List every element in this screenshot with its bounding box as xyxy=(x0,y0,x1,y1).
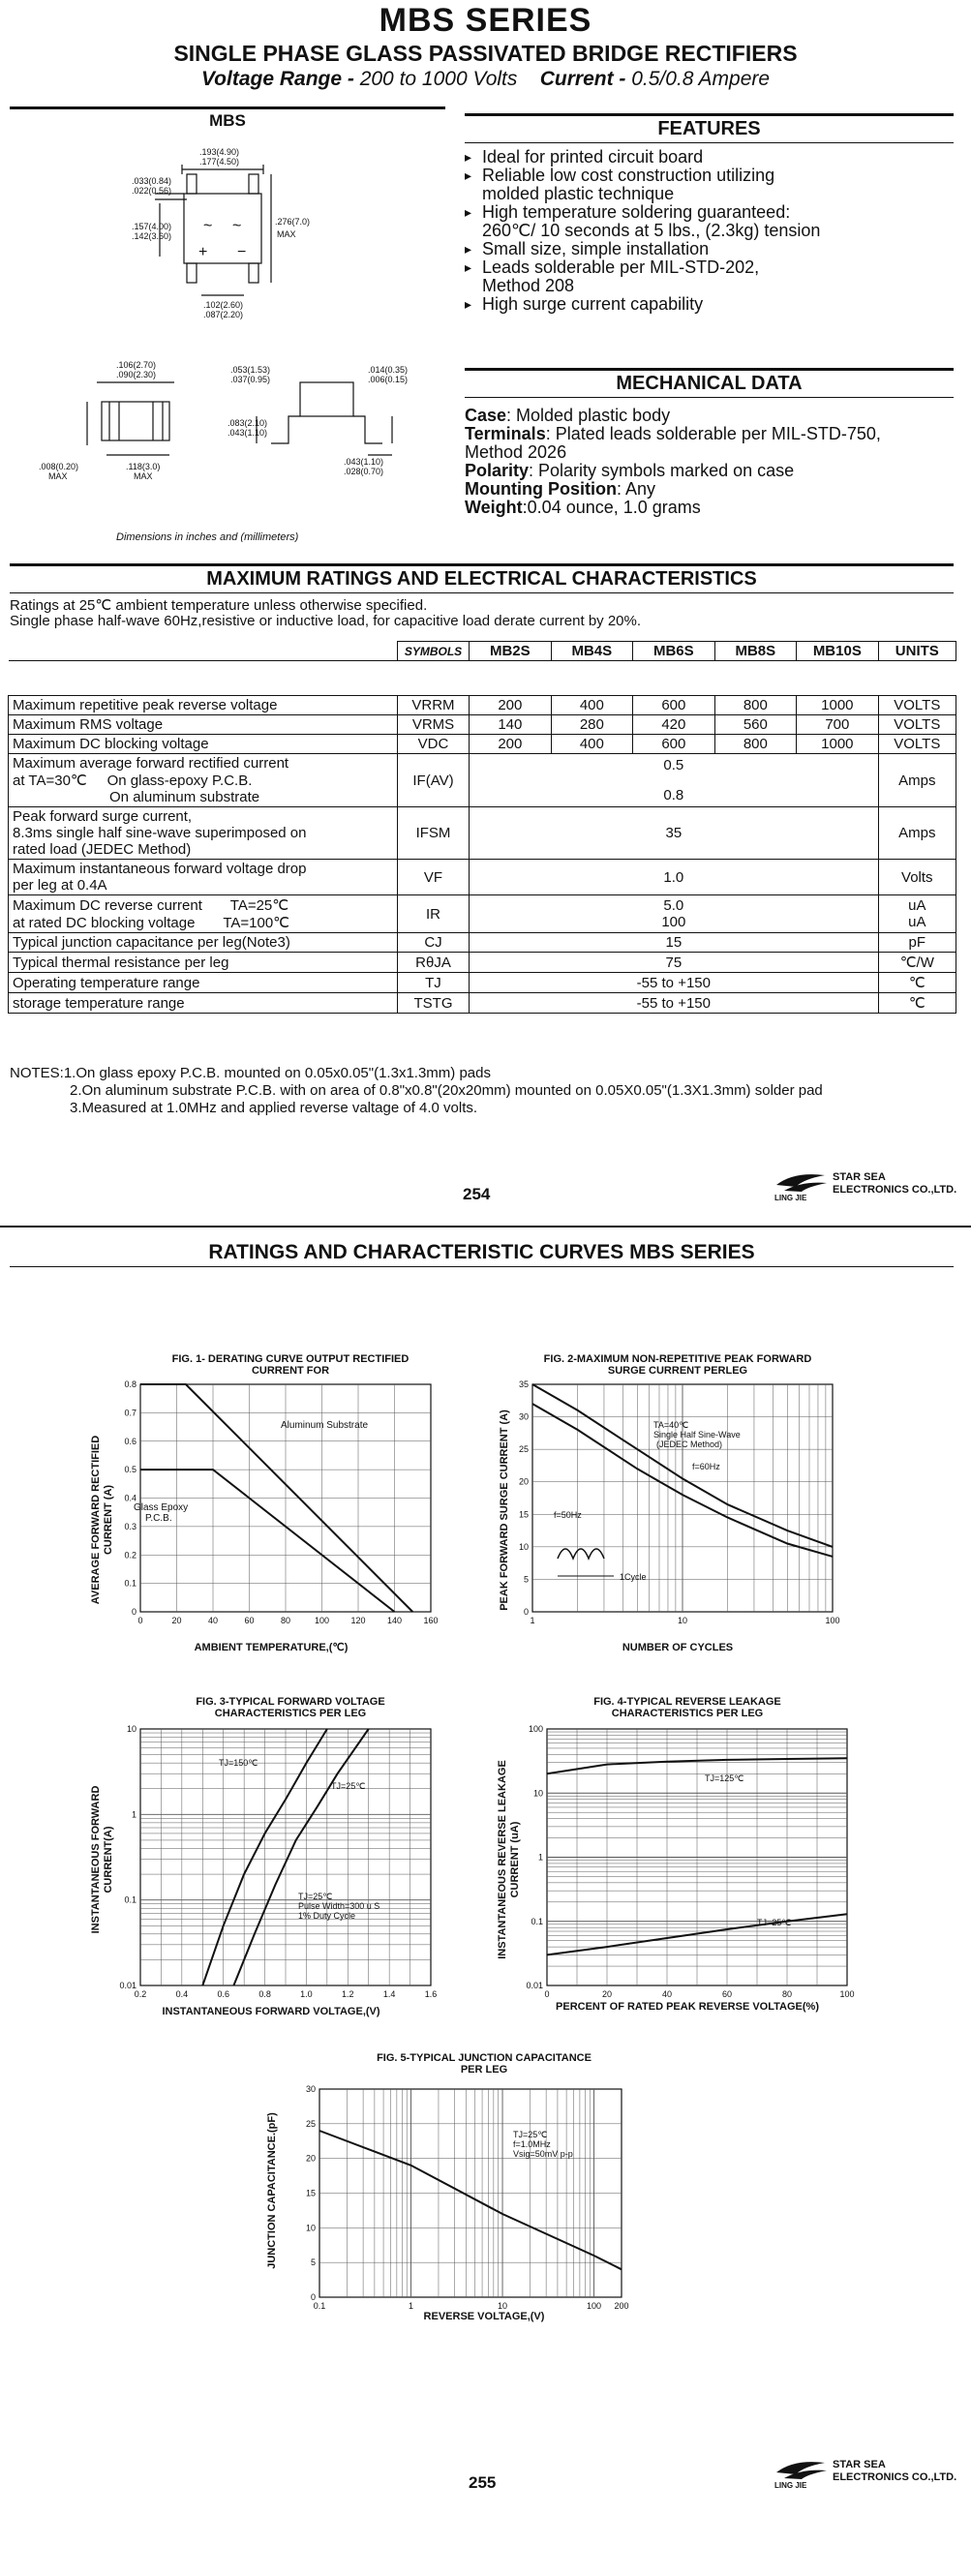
logo-mark-icon xyxy=(774,1171,829,1193)
fig1-label-al: Aluminum Substrate xyxy=(281,1420,369,1431)
fig2-ytick-label: 10 xyxy=(518,1541,529,1552)
fig3-label-t150: TJ=150℃ xyxy=(219,1758,258,1768)
logo-line-1: STAR SEA xyxy=(833,1171,886,1183)
product-subtitle: SINGLE PHASE GLASS PASSIVATED BRIDGE RECTIFIERS xyxy=(173,41,798,66)
fig5-xtick-label: 1 xyxy=(409,2301,414,2311)
fig5-ticks xyxy=(306,2084,629,2311)
fig5-ytick-label: 20 xyxy=(305,2153,316,2164)
ratings-note-2: Single phase half-wave 60Hz,resistive or inductive load, for capacitive load derate current by 20%. xyxy=(10,613,642,629)
fig2-grid xyxy=(532,1384,833,1612)
package-drawing xyxy=(10,136,445,542)
fig1-xtick-label: 40 xyxy=(207,1616,219,1625)
header-mb2s: MB2S xyxy=(470,642,552,661)
case-value: : Molded plastic body xyxy=(506,406,671,425)
case-label: Case xyxy=(465,406,507,425)
fig4-ticks xyxy=(526,1724,854,1999)
feature-item-cont: Method 208 xyxy=(482,276,575,295)
fig5-xtick-label: 0.1 xyxy=(313,2301,326,2311)
fig2-ytick-label: 20 xyxy=(518,1476,529,1487)
note-1: NOTES:1.On glass epoxy P.C.B. mounted on 0.05x0.05"(1.3x1.3mm) pads xyxy=(10,1065,491,1081)
fig2-ytick-label: 25 xyxy=(518,1444,529,1455)
dim-d7: .008(0.20) xyxy=(39,462,79,471)
polarity-value: : Polarity symbols marked on case xyxy=(529,461,795,480)
fig3-note-1: TJ=25℃ xyxy=(298,1892,333,1901)
fig3-ytick-label: 10 xyxy=(126,1724,137,1734)
fig2-ytick-label: 5 xyxy=(523,1574,529,1585)
terminals-value-2: Method 2026 xyxy=(465,442,567,462)
dim-d10: .014(0.35) xyxy=(368,365,409,375)
fig1-ylabel-2: CURRENT (A) xyxy=(103,1484,114,1556)
logo-brand: LING JIE xyxy=(774,1194,807,1202)
dim-d6b: .090(2.30) xyxy=(116,370,157,379)
page-number-255: 255 xyxy=(469,2473,497,2492)
voltage-label: Voltage Range - xyxy=(200,68,360,90)
fig3-ylabel-1: INSTANTANEOUS FORWARD xyxy=(90,1785,102,1934)
dim-d5: .102(2.60) xyxy=(203,300,244,310)
fig4-ytick-label: 100 xyxy=(528,1724,543,1734)
fig4-xtick-label: 100 xyxy=(839,1989,855,1999)
voltage-current-range xyxy=(0,68,971,91)
fig1-xtick-label: 20 xyxy=(171,1616,182,1625)
fig1-label-ge2: P.C.B. xyxy=(145,1513,172,1524)
fig1-ytick-label: 0 xyxy=(131,1607,137,1617)
dim-d2: .033(0.84) xyxy=(132,176,172,186)
fig1-series-line-1 xyxy=(140,1470,395,1612)
fig5-ytick-label: 15 xyxy=(305,2188,316,2198)
fig2-ytick-label: 15 xyxy=(518,1509,529,1520)
fig2-label-cycle: 1Cycle xyxy=(620,1572,647,1582)
dim-d12b: .028(0.70) xyxy=(344,467,384,476)
table-row: Maximum DC reverse current TA=25℃ at rated DC blocking voltage TA=100℃ IR 5.0 100 uA uA xyxy=(9,895,956,933)
fig1-ytick-label: 0.6 xyxy=(124,1436,137,1446)
mounting-value: : Any xyxy=(616,479,655,499)
features-list xyxy=(465,148,954,314)
fig4-title: FIG. 4-TYPICAL REVERSE LEAKAGE CHARACTERISTICS PER LEG xyxy=(593,1696,781,1719)
features-title: FEATURES xyxy=(465,113,954,143)
package-body-side xyxy=(102,402,169,440)
fig2-ticks xyxy=(519,1379,840,1625)
table-header-row xyxy=(9,642,956,661)
fig2-ytick-label: 35 xyxy=(518,1379,529,1389)
dim-d1: .193(4.90) xyxy=(199,147,240,157)
header-units: UNITS xyxy=(878,642,956,661)
fig1-xtick-label: 120 xyxy=(350,1616,366,1625)
table-row: Operating temperature range TJ -55 to +150 ℃ xyxy=(9,973,956,993)
dim-d11: .083(2.10) xyxy=(228,418,268,428)
fig4-xtick-label: 20 xyxy=(601,1989,613,1999)
fig2-ylabel: PEAK FORWARD SURGE CURRENT (A) xyxy=(499,1409,510,1611)
sym-ac-2: ~ xyxy=(232,218,242,234)
fig2-ytick-label: 30 xyxy=(518,1411,529,1422)
dim-d4: .276(7.0) xyxy=(275,217,311,227)
dim-d3: .157(4.00) xyxy=(132,222,172,231)
fig4-ylabel-1: INSTANTANEOUS REVERSE LEAKAGE xyxy=(497,1760,508,1959)
fig4-ylabel-2: CURRENT (uA) xyxy=(509,1821,521,1898)
fig5-ylabel: JUNCTION CAPACITANCE.(pF) xyxy=(266,2112,278,2269)
fig1-label-ge1: Glass Epoxy xyxy=(134,1502,189,1513)
ratings-notes xyxy=(10,1065,958,1117)
feature-item: ▸ High temperature soldering guaranteed: xyxy=(465,203,954,222)
weight-value: :0.04 ounce, 1.0 grams xyxy=(522,498,701,517)
dim-d5b: .087(2.20) xyxy=(203,310,244,319)
fig2-xtick-label: 10 xyxy=(677,1616,688,1625)
fig5-series-line-0 xyxy=(319,2131,622,2269)
fig4-chart xyxy=(494,1719,862,2024)
fig2-chart xyxy=(494,1375,862,1655)
fig1-ytick-label: 0.5 xyxy=(124,1465,137,1475)
sym-ac-1: ~ xyxy=(203,218,213,234)
sym-plus: + xyxy=(198,244,208,260)
note-3: 3.Measured at 1.0MHz and applied reverse valtage of 4.0 volts. xyxy=(70,1100,478,1116)
feature-item: ▸ Small size, simple installation xyxy=(465,240,954,258)
fig3-xlabel: INSTANTANEOUS FORWARD VOLTAGE,(V) xyxy=(162,2006,380,2017)
page-number-254: 254 xyxy=(463,1185,491,1203)
fig5-xtick-label: 10 xyxy=(498,2301,508,2311)
fig1-xtick-label: 100 xyxy=(314,1616,330,1625)
fig2-label-f50: f=50Hz xyxy=(554,1510,582,1520)
fig2-note-1: TA=40℃ xyxy=(653,1420,689,1430)
sym-minus: − xyxy=(237,244,247,260)
fig4-xtick-label: 80 xyxy=(781,1989,793,1999)
fig4-xtick-label: 60 xyxy=(721,1989,733,1999)
fig1-xtick-label: 140 xyxy=(386,1616,403,1625)
fig5-ytick-label: 5 xyxy=(310,2258,316,2268)
header-mb4s: MB4S xyxy=(551,642,633,661)
fig2-xlabel: NUMBER OF CYCLES xyxy=(622,1642,734,1653)
fig2-note-2: Single Half Sine-Wave xyxy=(653,1430,741,1440)
fig4-ytick-label: 0.01 xyxy=(526,1981,543,1990)
mounting-label: Mounting Position xyxy=(465,479,617,499)
fig3-xtick-label: 0.4 xyxy=(175,1989,189,1999)
dimension-note: Dimensions in inches and (millimeters) xyxy=(116,531,299,542)
header-mb10s: MB10S xyxy=(797,642,879,661)
current-label: Current - xyxy=(539,68,632,90)
fig3-ylabel-2: CURRENT(A) xyxy=(103,1826,114,1894)
fig1-grid xyxy=(140,1384,431,1612)
logo-line-2: ELECTRONICS CO.,LTD. xyxy=(833,2471,957,2483)
fig1-xtick-label: 80 xyxy=(280,1616,291,1625)
fig4-ytick-label: 0.1 xyxy=(531,1916,543,1926)
dim-d12: .043(1.10) xyxy=(344,457,384,467)
fig4-xtick-label: 40 xyxy=(661,1989,673,1999)
fig3-xtick-label: 0.6 xyxy=(217,1989,229,1999)
fig2-xtick-label: 1 xyxy=(530,1616,535,1625)
weight-label: Weight xyxy=(465,498,523,517)
fig3-label-t25: TJ=25℃ xyxy=(331,1781,366,1791)
fig3-title: FIG. 3-TYPICAL FORWARD VOLTAGE CHARACTERISTICS PER LEG xyxy=(196,1696,385,1719)
company-logo-2 xyxy=(774,2457,968,2492)
fig3-xtick-label: 0.8 xyxy=(258,1989,271,1999)
table-row: Maximum repetitive peak reverse voltage VRRM 200 400 600 800 1000 VOLTS xyxy=(9,696,956,715)
fig3-chart xyxy=(87,1719,455,2024)
ratings-table xyxy=(8,641,956,1014)
fig5-ytick-label: 25 xyxy=(305,2118,316,2129)
fig1-xtick-label: 160 xyxy=(423,1616,439,1625)
dim-d3b: .142(3.60) xyxy=(132,231,172,241)
company-logo xyxy=(774,1169,968,1204)
fig3-ytick-label: 0.1 xyxy=(124,1894,137,1905)
dim-d2b: .022(0.56) xyxy=(132,186,172,196)
curves-title: RATINGS AND CHARACTERISTIC CURVES MBS SERIES xyxy=(10,1239,954,1267)
feature-item: ▸ Ideal for printed circuit board xyxy=(465,148,954,167)
fig5-xlabel: REVERSE VOLTAGE,(V) xyxy=(423,2311,545,2322)
fig5-note-1: TJ=25℃ xyxy=(513,2130,548,2139)
fig3-ytick-label: 0.01 xyxy=(119,1981,137,1990)
fig1-ytick-label: 0.4 xyxy=(124,1493,137,1503)
fig1-ytick-label: 0.3 xyxy=(124,1521,137,1531)
dim-d4b: MAX xyxy=(277,229,296,239)
fig5-note-3: Vsig=50mV p-p xyxy=(513,2149,573,2159)
fig4-xlabel: PERCENT OF RATED PEAK REVERSE VOLTAGE(%) xyxy=(556,2001,819,2013)
header-mb6s: MB6S xyxy=(633,642,715,661)
terminals-label: Terminals xyxy=(465,424,546,443)
feature-item-cont: molded plastic technique xyxy=(482,184,675,203)
fig1-xtick-label: 60 xyxy=(244,1616,255,1625)
feature-item: ▸ Leads solderable per MIL-STD-202, xyxy=(465,258,954,277)
feature-item-cont: 260℃/ 10 seconds at 5 lbs., (2.3kg) tension xyxy=(482,221,821,240)
note-2: 2.On aluminum substrate P.C.B. with on area of 0.8"x0.8"(20x20mm) mounted on 0.05X0.05"(1.3X1.3mm) solder pad xyxy=(70,1082,823,1099)
fig2-title: FIG. 2-MAXIMUM NON-REPETITIVE PEAK FORWARD SURGE CURRENT PERLEG xyxy=(543,1353,812,1377)
table-row: Maximum DC blocking voltage VDC 200 400 600 800 1000 VOLTS xyxy=(9,735,956,754)
fig5-ytick-label: 0 xyxy=(310,2292,316,2302)
feature-item: ▸ Reliable low cost construction utilizing xyxy=(465,167,954,185)
fig3-xtick-label: 0.2 xyxy=(134,1989,147,1999)
voltage-value: 200 to 1000 Volts xyxy=(359,68,518,90)
logo-line-2: ELECTRONICS CO.,LTD. xyxy=(833,1184,957,1196)
fig4-label-t25: TJ=25℃ xyxy=(757,1918,792,1927)
mechanical-data xyxy=(465,407,954,517)
fig2-sine-icon xyxy=(558,1549,604,1559)
fig2-ytick-label: 0 xyxy=(523,1607,529,1617)
dim-d8b: MAX xyxy=(134,471,153,481)
polarity-label: Polarity xyxy=(465,461,530,480)
table-row: Typical thermal resistance per leg RθJA 75 ℃/W xyxy=(9,953,956,973)
fig3-note-2: Pulse Width=300 u S xyxy=(298,1901,380,1911)
logo-line-1: STAR SEA xyxy=(833,2459,886,2470)
fig4-xtick-label: 0 xyxy=(544,1989,550,1999)
table-row: Maximum RMS voltage VRMS 140 280 420 560 700 VOLTS xyxy=(9,715,956,735)
header-symbols: SYMBOLS xyxy=(397,642,469,661)
fig1-title: FIG. 1- DERATING CURVE OUTPUT RECTIFIED CURRENT FOR xyxy=(171,1353,410,1377)
table-row xyxy=(9,661,956,696)
fig3-xtick-label: 1.6 xyxy=(424,1989,438,1999)
ratings-note-1: Ratings at 25℃ ambient temperature unless otherwise specified. xyxy=(10,597,428,614)
dim-d6: .106(2.70) xyxy=(116,360,157,370)
fig5-chart xyxy=(261,2079,649,2331)
current-value: 0.5/0.8 Ampere xyxy=(631,68,771,90)
mechanical-title: MECHANICAL DATA xyxy=(465,368,954,398)
fig2-xtick-label: 100 xyxy=(825,1616,840,1625)
fig5-ytick-label: 10 xyxy=(305,2223,316,2233)
dim-d7b: MAX xyxy=(48,471,68,481)
fig4-ytick-label: 1 xyxy=(537,1852,543,1863)
fig3-grid xyxy=(140,1729,431,1985)
fig5-xtick-label: 100 xyxy=(587,2301,602,2311)
dim-d9: .053(1.53) xyxy=(230,365,271,375)
fig1-ytick-label: 0.7 xyxy=(124,1408,137,1418)
fig3-xtick-label: 1.4 xyxy=(382,1989,396,1999)
table-row: Peak forward surge current, 8.3ms single half sine-wave superimposed on rated load (JEDEC Method) IFSM 35 Amps xyxy=(9,807,956,860)
fig5-xtick-label: 200 xyxy=(614,2301,629,2311)
fig3-ytick-label: 1 xyxy=(131,1809,137,1820)
package-body-top xyxy=(184,194,261,263)
package-name: MBS xyxy=(209,111,246,130)
fig5-lines xyxy=(319,2131,622,2269)
table-row: Typical junction capacitance per leg(Note3) CJ 15 pF xyxy=(9,933,956,953)
fig1-xlabel: AMBIENT TEMPERATURE,(℃) xyxy=(194,1642,349,1653)
dim-d1b: .177(4.50) xyxy=(199,157,240,167)
fig1-ytick-label: 0.2 xyxy=(124,1550,137,1561)
logo-brand: LING JIE xyxy=(774,2481,807,2490)
dim-d10b: .006(0.15) xyxy=(368,375,409,384)
fig5-grid xyxy=(319,2089,622,2297)
series-title: MBS SERIES xyxy=(379,2,592,39)
fig5-note-2: f=1.0MHz xyxy=(513,2139,551,2149)
table-row: Maximum average forward rectified current at TA=30℃ On glass-epoxy P.C.B. On aluminum substrate IF(AV) 0.5 0.8 Amps xyxy=(9,754,956,807)
fig1-ytick-label: 0.1 xyxy=(124,1578,137,1589)
dim-d9b: .037(0.95) xyxy=(230,375,271,384)
fig4-ytick-label: 10 xyxy=(532,1788,543,1799)
fig4-label-t125: TJ=125℃ xyxy=(705,1773,744,1783)
header-mb8s: MB8S xyxy=(714,642,797,661)
table-row: Maximum instantaneous forward voltage drop per leg at 0.4A VF 1.0 Volts xyxy=(9,860,956,895)
fig5-title: FIG. 5-TYPICAL JUNCTION CAPACITANCE PER LEG xyxy=(377,2052,592,2076)
logo-mark-icon xyxy=(774,2459,829,2480)
feature-item: ▸ High surge current capability xyxy=(465,295,954,314)
terminals-value: : Plated leads solderable per MIL-STD-750, xyxy=(545,424,881,443)
dim-d11b: .043(1.10) xyxy=(228,428,268,438)
fig1-ylabel-1: AVERAGE FORWARD RECTIFIED xyxy=(90,1435,102,1605)
fig2-label-f60: f=60Hz xyxy=(692,1462,720,1471)
fig3-xtick-label: 1.2 xyxy=(342,1989,354,1999)
fig1-xtick-label: 0 xyxy=(137,1616,143,1625)
fig1-chart xyxy=(87,1375,455,1655)
fig1-ytick-label: 0.8 xyxy=(124,1379,137,1389)
table-row: storage temperature range TSTG -55 to +150 ℃ xyxy=(9,993,956,1014)
ratings-title: MAXIMUM RATINGS AND ELECTRICAL CHARACTERISTICS xyxy=(10,563,954,593)
fig5-ytick-label: 30 xyxy=(305,2084,316,2094)
fig3-xtick-label: 1.0 xyxy=(300,1989,313,1999)
fig3-note-3: 1% Duty Cycle xyxy=(298,1911,356,1921)
page-separator xyxy=(0,1226,971,1227)
dim-d8: .118(3.0) xyxy=(126,462,161,471)
fig2-note-3: (JEDEC Method) xyxy=(656,1440,723,1449)
